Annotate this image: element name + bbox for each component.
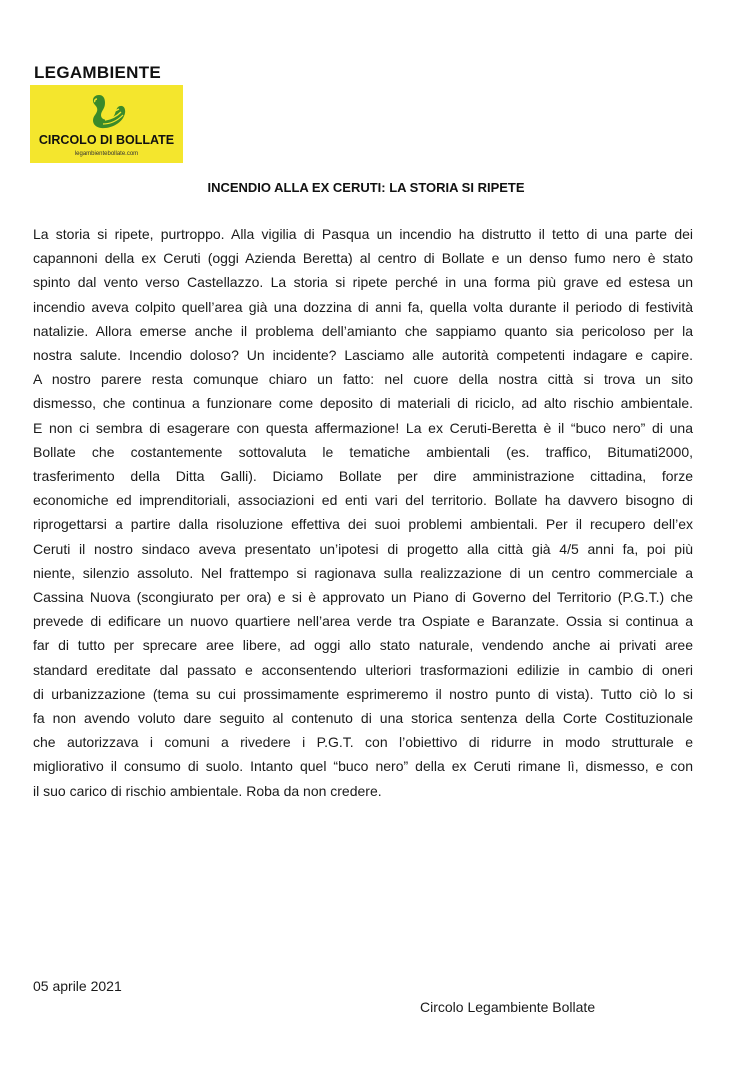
- article-line: economiche ed imprenditoriali, associazioni ed enti vari del territorio. Bollate ha davvero bisogno di: [33, 492, 693, 509]
- page-title: INCENDIO ALLA EX CERUTI: LA STORIA SI RIPETE: [207, 180, 525, 195]
- article-line: il suo carico di rischio ambientale. Roba da non credere.: [33, 782, 382, 799]
- article-signature: Circolo Legambiente Bollate: [420, 999, 596, 1015]
- article-date: 05 aprile 2021: [33, 978, 122, 994]
- article-line: incendio aveva colpito quell’area già una dozzina di anni fa, quella volta durante il periodo di festività: [33, 298, 693, 315]
- article-line: Bollate che costantemente sottovaluta le tematiche ambientali (es. traffico, Bitumati2000,: [33, 443, 693, 460]
- logo-website: legambientebollate.com: [74, 151, 139, 157]
- logo-circle-name: CIRCOLO DI BOLLATE: [38, 133, 175, 147]
- logo-yellow-box: [30, 85, 183, 163]
- article-line: far di tutto per sprecare aree libere, ad oggi allo stato naturale, vendendo anche ai privati aree: [33, 637, 693, 654]
- article-line: che autorizzava i comuni a rivedere i P.G.T. con l’obiettivo di ridurre in modo strutturale e: [33, 734, 693, 751]
- article-line: natalizie. Allora emerse anche il problema dell’amianto che sappiamo quanto sia pericoloso per la: [33, 322, 693, 339]
- article-line: Ceruti il nostro sindaco aveva presentato un’ipotesi di progetto alla città già 4/5 anni fa, poi più: [33, 540, 693, 557]
- article-line: La storia si ripete, purtroppo. Alla vigilia di Pasqua un incendio ha distrutto il tetto di una parte dei: [33, 226, 693, 242]
- article-line: di urbanizzazione (tema su cui prossimamente esprimeremo il nostro punto di vista). Tutto ciò lo si: [33, 685, 693, 702]
- article-line: spinto dal vento verso Castellazzo. La storia si ripete perché in una forma più grave ed estesa un: [33, 274, 693, 291]
- article-line: nostra salute. Incendio doloso? Un incidente? Lasciamo alle autorità competenti indagare e capire.: [33, 347, 693, 364]
- article-line: capannoni della ex Ceruti (oggi Azienda Beretta) al centro di Bollate e un denso fumo nero è stato: [33, 250, 693, 267]
- article-line: prevede di edificare un nuovo quartiere nell’area verde tra Ospiate e Baranzate. Ossia si continua a: [33, 613, 693, 630]
- article-line: E non ci sembra di esagerare con questa affermazione! La ex Ceruti-Beretta è il “buco nero” di una: [33, 419, 693, 436]
- article-line: standard ereditate dal passato e acconsentendo ulteriori trasformazioni edilizie in cambio di oneri: [33, 661, 693, 678]
- article-line: migliorativo il consumo di suolo. Intanto quel “buco nero” della ex Ceruti rimane lì, dismesso, e con: [33, 758, 693, 775]
- article-body: [33, 222, 693, 803]
- article-line: A nostro parere resta comunque chiaro un fatto: nel cuore della nostra città si trova un sito: [33, 371, 693, 388]
- article-line: riprogettarsi a partire dalla risoluzione effettiva dei suoi problemi ambientali. Per il recupero dell’ex: [33, 516, 693, 533]
- logo-org-name: LEGAMBIENTE: [34, 63, 162, 82]
- swan-icon: [85, 87, 131, 133]
- article-line: niente, silenzio assoluto. Nel frattempo si ragionava sulla realizzazione di un centro commerciale a: [33, 564, 693, 581]
- article-line: dismesso, che continua a funzionare come deposito di materiali di riciclo, ad alto rischio ambientale.: [33, 395, 693, 412]
- legambiente-logo: [30, 63, 185, 165]
- article-line: fa non avendo voluto dare seguito al contenuto di una storica sentenza della Corte Costituzionale: [33, 710, 693, 727]
- article-line: trasferimento della Ditta Galli). Diciamo Bollate per dire amministrazione cittadina, forze: [33, 468, 693, 485]
- article-line: Cassina Nuova (scongiurato per ora) e si è approvato un Piano di Governo del Territorio (P.G.T.) che: [33, 589, 693, 606]
